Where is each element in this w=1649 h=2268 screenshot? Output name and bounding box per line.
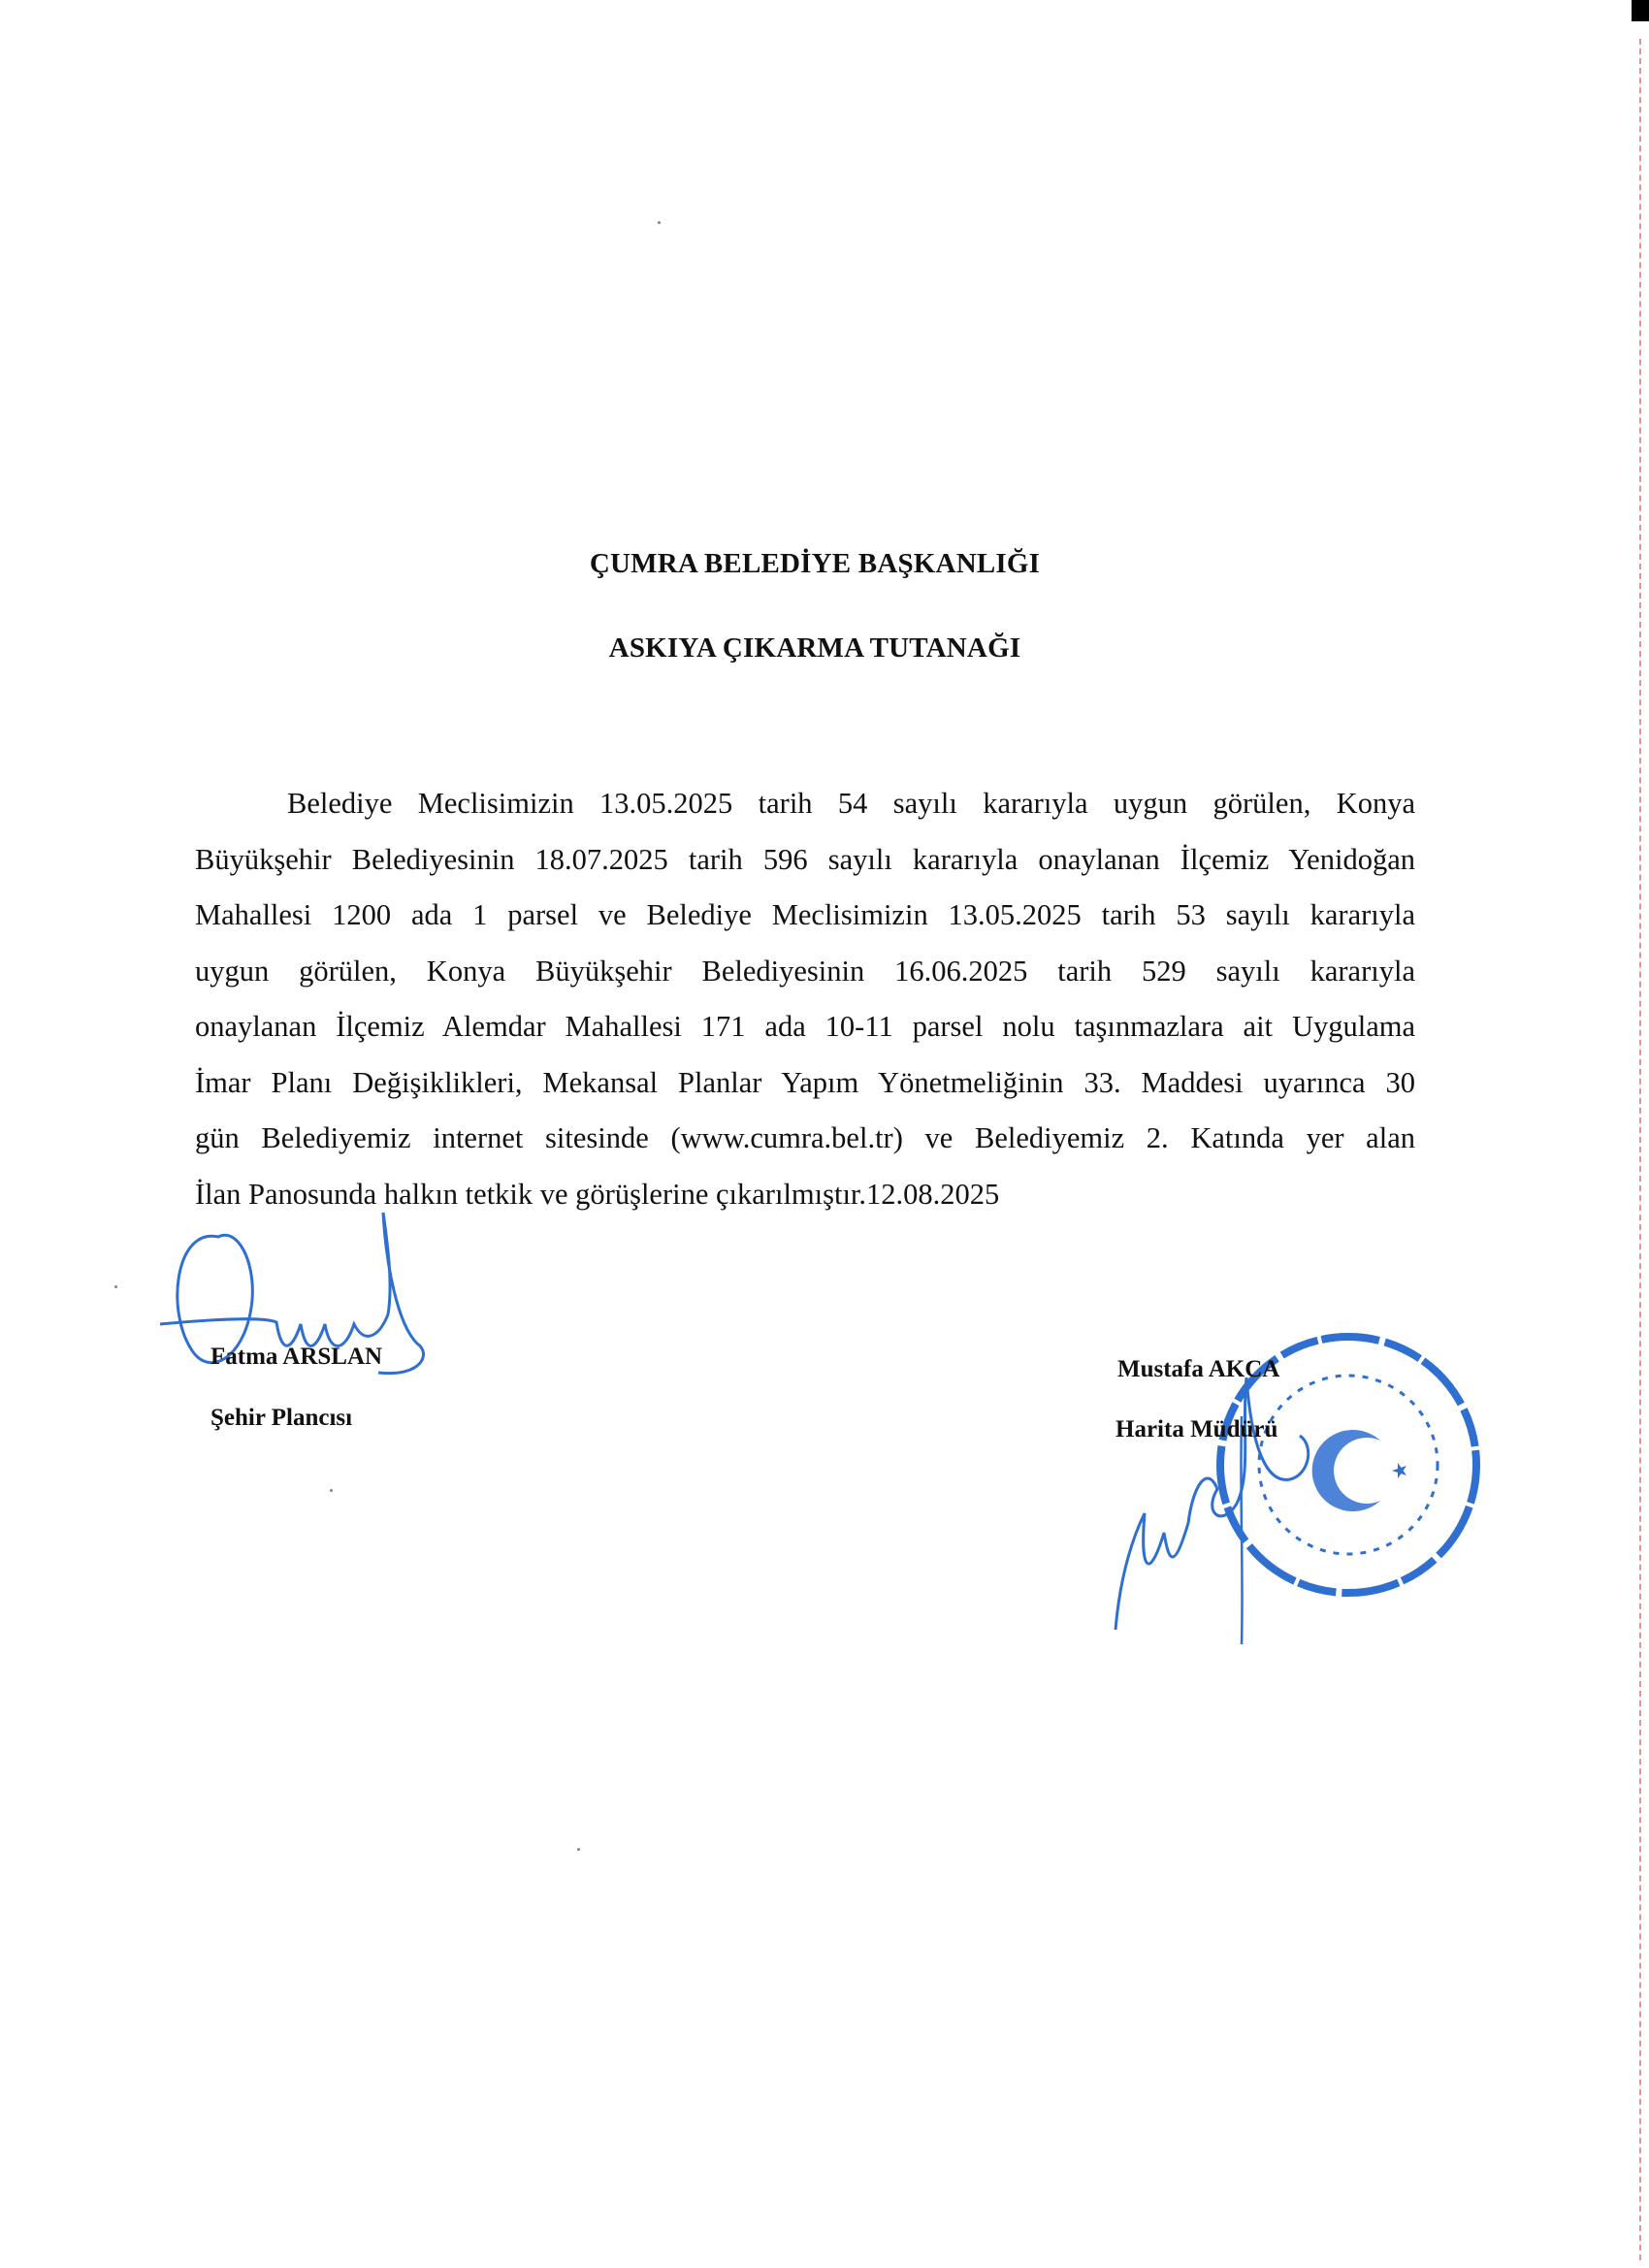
body-line: Büyükşehir Belediyesinin 18.07.2025 tarih 596 sayılı kararıyla onaylanan İlçemiz Yenidoğan <box>195 842 1415 876</box>
body-paragraph <box>195 776 1415 1222</box>
body-line: gün Belediyemiz internet sitesinde (www.cumra.bel.tr) ve Belediyemiz 2. Katında yer alan <box>195 1121 1415 1154</box>
document-date: 12.08.2025 <box>866 1177 1000 1211</box>
body-line: İmar Planı Değişiklikleri, Mekansal Planlar Yapım Yönetmeliğinin 33. Maddesi uyarınca 30 <box>195 1065 1415 1099</box>
document-title: ASKIYA ÇIKARMA TUTANAĞI <box>608 632 1021 664</box>
body-line: Mahallesi 1200 ada 1 parsel ve Belediye Meclisimizin 13.05.2025 tarih 53 sayılı kararıyla <box>195 898 1415 931</box>
body-line-text: İlan Panosunda halkın tetkik ve görüşlerine çıkarılmıştır. <box>195 1177 867 1211</box>
body-line: uygun görülen, Konya Büyükşehir Belediyesinin 16.06.2025 tarih 529 sayılı kararıyla <box>195 954 1415 988</box>
body-line: Belediye Meclisimizin 13.05.2025 tarih 54 sayılı kararıyla uygun görülen, Konya <box>287 787 1415 820</box>
signatory-right-name: Mustafa AKCA <box>1117 1356 1280 1382</box>
signatory-left-name: Fatma ARSLAN <box>210 1344 383 1370</box>
scan-speck <box>330 1489 333 1492</box>
signatory-left-title: Şehir Plancısı <box>210 1405 353 1431</box>
scan-speck <box>114 1285 117 1288</box>
body-line: onaylanan İlçemiz Alemdar Mahallesi 171 ada 10-11 parsel nolu taşınmazlara ait Uygulama <box>195 1010 1415 1043</box>
scan-edge-line <box>1639 39 1641 2260</box>
signatory-right-title: Harita Müdürü <box>1116 1416 1278 1442</box>
scan-speck <box>658 221 661 224</box>
scan-corner-mark <box>1632 0 1649 21</box>
institution-title: ÇUMRA BELEDİYE BAŞKANLIĞI <box>589 548 1041 579</box>
scan-speck <box>577 1848 580 1851</box>
